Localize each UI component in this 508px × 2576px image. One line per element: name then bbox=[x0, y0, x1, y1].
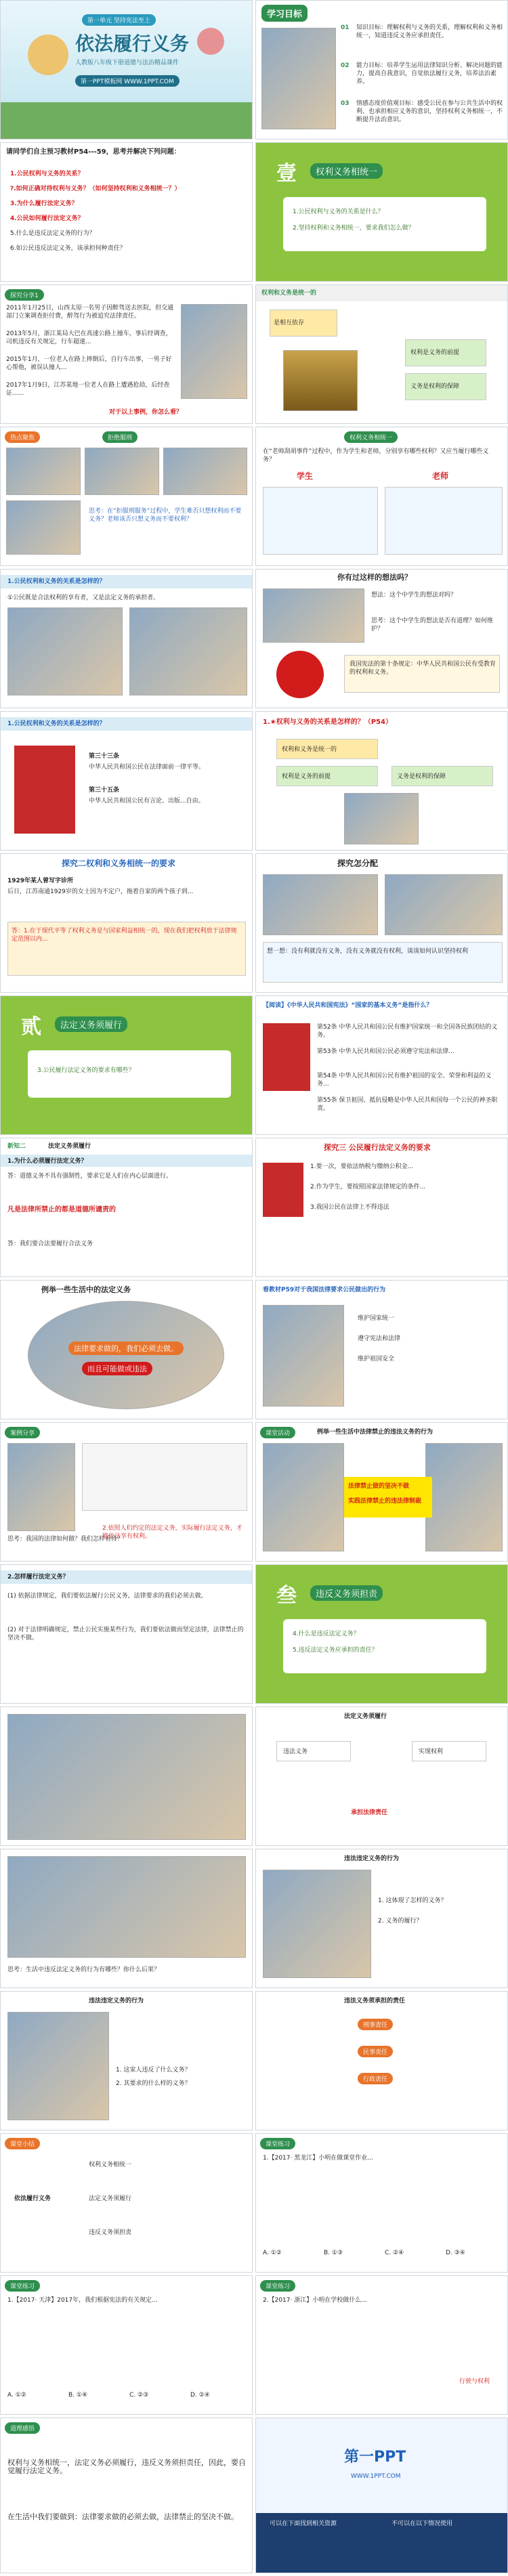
slide-heading: 法定义务须履行 bbox=[344, 1713, 387, 1720]
hotspot-tag: 热点聚焦 bbox=[5, 431, 40, 443]
slide-practice-3[interactable] bbox=[255, 2275, 508, 2415]
slide-examples[interactable] bbox=[0, 1280, 253, 1419]
slide-heading: 【阅读】《中华人民共和国宪法》“国家的基本义务”是指什么？ bbox=[263, 1002, 433, 1009]
slide-heading: 例举一些生活中法律禁止的违法义务的行为 bbox=[317, 1429, 433, 1436]
question: 2.【2017· 浙江】小明在学校做什么... bbox=[263, 2297, 367, 2304]
hotspot-title: 拒绝服刑 bbox=[102, 431, 137, 443]
list-item: 遵守宪法和法律 bbox=[358, 1335, 401, 1342]
slide-teacher-student[interactable] bbox=[255, 427, 508, 566]
question: 想法：这个中学生的想法对吗？ bbox=[371, 592, 457, 599]
slide-duty-flow[interactable] bbox=[255, 1706, 508, 1846]
slide-insight[interactable] bbox=[0, 2418, 253, 2573]
case-quote: 对于以上事例，你怎么看？ bbox=[109, 409, 183, 416]
slide-heading: 2.怎样履行法定义务？ bbox=[7, 1574, 69, 1581]
law-article: 第三十五条 bbox=[89, 787, 120, 794]
insight-tag: 道理感悟 bbox=[5, 2422, 40, 2434]
option[interactable]: A. ①② bbox=[263, 2250, 282, 2256]
question: 6.如公民违反法定义务，该承担何种责任？ bbox=[10, 245, 126, 252]
student-photo bbox=[263, 588, 364, 643]
slide-rights-scale[interactable] bbox=[255, 284, 508, 424]
insight-text: 在生活中我们要做到：法律要求做的必须去做，法律禁止的坚决不做。 bbox=[7, 2512, 238, 2521]
law-item: 第53条 中华人民共和国公民必须遵守宪法和法律... bbox=[317, 1048, 454, 1055]
banner-text: 法律禁止做的坚决不做 bbox=[348, 1483, 410, 1490]
illustration bbox=[7, 1856, 246, 1958]
question: 1. 这体现了怎样的义务？ bbox=[378, 1897, 447, 1904]
option[interactable]: D. ②④ bbox=[190, 2392, 210, 2399]
ad-logo: 第一PPT bbox=[344, 2449, 406, 2466]
section-title: 法定义务须履行 bbox=[55, 1016, 127, 1032]
goal-num: 01 bbox=[341, 24, 350, 31]
slide-cover[interactable] bbox=[0, 0, 253, 139]
kw-text: 权利和义务是统一的 bbox=[282, 746, 337, 753]
answer-text: 答：1.在于现代平等了权利义务是与国家利益相统一的，现在我们把权利放于法律规定范围以内... bbox=[12, 928, 237, 943]
slide-heading: 1.公民权利和义务的关系是怎样的？ bbox=[7, 578, 106, 585]
case-line: 2015年1月，一位老人在路上摔倒后，自行车出事，一男子好心帮他，被误认撞人... bbox=[6, 356, 172, 371]
slide-constitution[interactable] bbox=[0, 711, 253, 851]
option[interactable]: D. ③④ bbox=[446, 2250, 465, 2256]
section-q: 1.公民权利与义务的关系是什么？ bbox=[293, 209, 384, 215]
req-line: 2.作为学生，要按照国家法律规定的条件... bbox=[310, 1184, 426, 1190]
flow-label: 实现权利 bbox=[419, 1748, 444, 1755]
slide-practice-1[interactable] bbox=[255, 2133, 508, 2273]
role-card bbox=[263, 487, 378, 555]
balloon-icon bbox=[28, 35, 68, 75]
slide-heading: 1.公民权利和义务的关系是怎样的？ bbox=[7, 721, 106, 727]
illustration bbox=[7, 607, 123, 695]
law-item: 第55条 保卫祖国、抵抗侵略是中华人民共和国每一个公民的神圣职责。 bbox=[317, 1097, 498, 1112]
illustration bbox=[344, 793, 419, 844]
slide-heading: 探究二权利和义务相统一的要求 bbox=[62, 859, 176, 868]
illustration bbox=[263, 1305, 344, 1407]
question: 4.公民如何履行法定义务？ bbox=[10, 215, 84, 222]
liability-tag: 刑事责任 bbox=[358, 2019, 393, 2030]
question: ?.如何正确对待权利与义务？（如何坚持权利和义务相统一？） bbox=[10, 186, 181, 192]
slide-explore-3[interactable] bbox=[255, 1138, 508, 1277]
goals-photo bbox=[261, 28, 336, 129]
mindmap-branch: 法定义务须履行 bbox=[89, 2195, 132, 2202]
slide-question: 在“老师刮胡事件”过程中，作为学生和老师，分别享有哪些权利？又应当履行哪些义务？ bbox=[263, 448, 489, 463]
slide-heading: 权利和义务是统一的 bbox=[261, 290, 317, 297]
slide-hotspot[interactable] bbox=[0, 427, 253, 566]
hotspot-photo bbox=[6, 448, 81, 495]
question: 5.什么是违反法定义务的行为？ bbox=[10, 230, 96, 237]
illustration bbox=[425, 1443, 503, 1551]
slide-section-1[interactable] bbox=[255, 142, 508, 282]
mindmap-root: 依法履行义务 bbox=[14, 2195, 51, 2202]
kw-text: 是相互依存 bbox=[274, 320, 305, 326]
unit-badge: 第一单元 坚持宪法至上 bbox=[82, 14, 156, 26]
case-tag: 案例分享 bbox=[5, 1427, 40, 1438]
kw-text: 义务是权利的保障 bbox=[397, 773, 446, 780]
question: 2. 其要求的什么样的义务？ bbox=[116, 2080, 191, 2087]
answer: 答：道德义务不具有强制性，要求它是人们在内心层面进行。 bbox=[7, 1173, 173, 1180]
liability-tag: 行政责任 bbox=[358, 2073, 393, 2084]
question: 思考：我国的法律如何做？我们怎样看待？ bbox=[7, 1536, 124, 1543]
balloon-icon bbox=[197, 28, 224, 55]
collage-label: 法律要求做的，我们必须去做。 bbox=[68, 1341, 184, 1355]
slide-heading: 违法义务须承担的责任 bbox=[344, 1998, 406, 2004]
kw-text: 义务是权利的保障 bbox=[410, 383, 460, 390]
slide-textbook-view[interactable] bbox=[255, 1280, 508, 1419]
footer-text: 可以在下面找到相关资源 bbox=[270, 2520, 337, 2527]
slide-practice-2[interactable] bbox=[0, 2275, 253, 2415]
option[interactable]: B. ①③ bbox=[324, 2250, 343, 2256]
question: 3.为什么履行法定义务？ bbox=[10, 200, 78, 207]
question: 1.为什么必须履行法定义务？ bbox=[7, 1158, 87, 1165]
question: 思考：这个中学生的想法是否有道理？如何维护？ bbox=[371, 618, 494, 632]
question: 1.【2017· 天津】2017年，我们根据宪法的有关规定... bbox=[7, 2297, 158, 2304]
slide-heading: 1.★权利与义务的关系是怎样的？（P54） bbox=[263, 718, 392, 726]
slide-heading: 探究三 公民履行法定义务的要求 bbox=[324, 1143, 431, 1152]
question: 1.【2017· 黑龙江】小明在做课堂作业... bbox=[263, 2155, 373, 2162]
section-title: 权利义务相统一 bbox=[310, 163, 383, 179]
illustration bbox=[263, 874, 378, 935]
practice-tag: 课堂练习 bbox=[260, 2280, 295, 2292]
duty-collage bbox=[28, 1301, 224, 1409]
slide-heading: 例举一些生活中的法定义务 bbox=[41, 1285, 131, 1294]
case-line: 2013年5月，浙江某局大巴在高速公路上撞车，事后经调查，司机违反有关规定，行车超速... bbox=[6, 330, 172, 345]
section-q: 5.违反法定义务应承担的责任？ bbox=[293, 1647, 378, 1654]
list-item: 维护国家统一 bbox=[358, 1315, 395, 1322]
road-image bbox=[7, 1714, 246, 1840]
slide-heading: 你有过这样的想法吗？ bbox=[337, 573, 412, 582]
slide-heading: 探究怎分配 bbox=[337, 859, 379, 868]
section-title: 违反义务须担责 bbox=[310, 1585, 383, 1601]
slide-ad[interactable] bbox=[255, 2418, 508, 2573]
activity-tag: 课堂活动 bbox=[260, 1427, 295, 1438]
summary-tag: 课堂小结 bbox=[5, 2138, 40, 2149]
slide-relation-1[interactable] bbox=[0, 569, 253, 708]
slide-read-law[interactable] bbox=[255, 995, 508, 1135]
site-url: 第一PPT模板网 WWW.1PPT.COM bbox=[75, 75, 179, 87]
slide-summary[interactable] bbox=[0, 2133, 253, 2273]
hotspot-photo bbox=[85, 448, 159, 495]
slide-heading: 违法违定义务的行为 bbox=[89, 1998, 144, 2004]
hotspot-photo bbox=[163, 448, 247, 495]
illustration bbox=[7, 2012, 109, 2120]
practice-tag: 课堂练习 bbox=[260, 2138, 295, 2149]
law-item: 第52条 中华人民共和国公民有维护国家统一和全国各民族团结的义务。 bbox=[317, 1024, 498, 1039]
emblem-icon bbox=[276, 651, 324, 698]
kw-text: 权利是义务的前提 bbox=[410, 349, 460, 356]
law-text: 中华人民共和国公民有言论、出版...自由。 bbox=[89, 798, 205, 804]
slide-liability[interactable] bbox=[255, 1991, 508, 2130]
req-line: 3.我国公民在法律上不得违法 bbox=[310, 1204, 389, 1211]
law-text: 中华人民共和国公民在法律面前一律平等。 bbox=[89, 764, 205, 771]
role-card bbox=[385, 487, 503, 555]
case-line: 2017年1月9日，江苏某地一位老人在路上遭遇抢劫，后经查证...... bbox=[6, 382, 170, 397]
think-tag: 思考：生活中违反法定义务的行为有哪些？你什么后果？ bbox=[7, 1967, 161, 1973]
slide-explore-share[interactable] bbox=[255, 853, 508, 993]
slide-heading: 法定义务须履行 bbox=[48, 1143, 91, 1150]
illustration bbox=[129, 607, 247, 695]
ad-url[interactable]: WWW.1PPT.COM bbox=[351, 2473, 401, 2480]
flow-result: 承担法律责任 bbox=[351, 1809, 388, 1816]
answer: 答：我们要合法要履行合法义务 bbox=[7, 1241, 93, 1247]
sub-tag: 新知二 bbox=[7, 1143, 26, 1150]
goal-text: 知识目标：理解权利与义务的关系，理解权利和义务相统一，知道违反义务应承担责任。 bbox=[356, 24, 503, 39]
list-item: 维护祖国安全 bbox=[358, 1356, 395, 1362]
insight-text: 权利与义务相统一，法定义务必须履行，违反义务须担责任，因此，要自觉履行法定义务。 bbox=[7, 2458, 246, 2475]
slide-case[interactable] bbox=[0, 1422, 253, 1562]
preview-heading: 请同学们自主预习教材P54---59，思考并解决下列问题： bbox=[6, 148, 181, 156]
goal-text: 能力目标：培养学生运用法律知识分析、解决问题的能力，提高自我意识，自觉依法履行义务，培养法治素养。 bbox=[356, 62, 503, 85]
section-q: 2.坚持权利和义务相统一，要求我们怎么做？ bbox=[293, 225, 415, 232]
explore-tag: 探究分享1 bbox=[5, 289, 44, 301]
role-label: 学生 bbox=[297, 471, 314, 481]
banner-text: 实践法律禁止的违法律制裁 bbox=[348, 1498, 422, 1505]
role-label: 老师 bbox=[432, 471, 449, 481]
goals-title: 学习目标 bbox=[261, 5, 308, 22]
answer: 2.依照人们约定的法定义务，实际履行法定义务，才能依法享有权利。 bbox=[102, 1525, 242, 1540]
cartoon bbox=[7, 1443, 75, 1531]
collage-label: 而且可能做或违法 bbox=[82, 1362, 152, 1375]
slide-title: 权利义务相统一 bbox=[344, 431, 398, 443]
slide-explore-2[interactable] bbox=[0, 853, 253, 993]
slide-explore-1[interactable] bbox=[0, 284, 253, 424]
slide-activity[interactable] bbox=[255, 1422, 508, 1562]
answer: (1) 依据法律规定，我们要依法履行公民义务，法律要求的我们必须去做。 bbox=[7, 1593, 207, 1600]
highlight: 凡是法律所禁止的都是道德所谴责的 bbox=[7, 1206, 116, 1214]
slide-answer: ①公民既是合法权利的享有者，又是法定义务的承担者。 bbox=[7, 595, 160, 601]
slide-heading: 看教材P59对于我国法律要求公民做出的行为 bbox=[263, 1287, 386, 1293]
footer-text: 不可以在以下情况使用 bbox=[391, 2520, 453, 2527]
case-box bbox=[82, 1443, 247, 1511]
cover-subtitle: 人教版八年级下册道德与法治精品课件 bbox=[75, 60, 179, 66]
question: 2. 义务的履行？ bbox=[378, 1918, 423, 1925]
slide-goals[interactable] bbox=[255, 0, 508, 139]
law-item: 第54条 中华人民共和国公民有维护祖国的安全、荣誉和利益的义务... bbox=[317, 1073, 492, 1088]
question: 1.公民权利与义务的关系？ bbox=[10, 171, 84, 177]
slide-thinking[interactable] bbox=[255, 569, 508, 708]
section-number: 贰 bbox=[21, 1015, 41, 1039]
illustration bbox=[263, 1870, 371, 1978]
slide-relation-2[interactable] bbox=[255, 711, 508, 851]
req-line: 1.要一次，要依法纳税与缴纳公积金... bbox=[310, 1163, 414, 1170]
question: 1. 这家人违反了什么义务？ bbox=[116, 2067, 191, 2074]
hotspot-photo bbox=[6, 500, 81, 555]
option[interactable]: B. ①④ bbox=[68, 2392, 88, 2399]
mindmap-branch: 违反义务须担责 bbox=[89, 2229, 132, 2236]
practice-tag: 课堂练习 bbox=[5, 2280, 40, 2292]
section-number: 壹 bbox=[276, 162, 297, 186]
scale-image bbox=[283, 350, 358, 411]
goal-num: 03 bbox=[341, 100, 350, 107]
slide-section-2[interactable] bbox=[0, 995, 253, 1135]
slide-road-example[interactable] bbox=[0, 1706, 253, 1846]
illustration bbox=[385, 874, 503, 935]
slide-duty-1[interactable] bbox=[0, 1138, 253, 1277]
slide-violation-1[interactable] bbox=[255, 1849, 508, 1988]
answer: (2) 对于法律明确规定，禁止公民实施某些行为，我们要依法做而坚定法律，法律禁止的坚决不做。 bbox=[7, 1627, 244, 1641]
section-q: 4.什么是违反法定义务？ bbox=[293, 1631, 360, 1637]
constitution-book bbox=[14, 746, 75, 834]
goal-num: 02 bbox=[341, 62, 350, 69]
case-line: 2011年1月25日，山西太原一名男子因醉驾送去医院，但交通部门立案调查拒付费，醉驾行为被追究法律责任。 bbox=[6, 305, 174, 320]
law-book bbox=[263, 1163, 303, 1217]
slide-heading: 违法违定义务的行为 bbox=[344, 1855, 400, 1862]
slide-how-to[interactable] bbox=[0, 1564, 253, 1704]
liability-tag: 民事责任 bbox=[358, 2046, 393, 2057]
slide-think-life[interactable] bbox=[0, 1849, 253, 1988]
grass-strip bbox=[1, 102, 253, 139]
case-photo bbox=[181, 304, 247, 399]
case-line: 后日，江苏南通1929岁的女士因为不定户，拖着自家的两个孩子到... bbox=[7, 888, 194, 895]
option[interactable]: C. ②④ bbox=[385, 2250, 404, 2256]
caption: 我国宪法的第十条规定：中华人民共和国公民有受教育的权利和义务。 bbox=[350, 661, 496, 676]
section-number: 叁 bbox=[276, 1584, 297, 1608]
case-line: 1929年某人曾写字诊所 bbox=[7, 878, 74, 884]
flow-label: 违法义务 bbox=[283, 1748, 308, 1755]
option[interactable]: C. ②③ bbox=[129, 2392, 149, 2399]
note-text: 想一想：没有利就没有义务，没有义务就没有权利，谈谈如何认识坚持权利 bbox=[267, 948, 469, 955]
kw-text: 权利是义务的前提 bbox=[282, 773, 331, 780]
cover-title: 依法履行义务 bbox=[75, 33, 190, 55]
side-note: 行驶与权利 bbox=[459, 2378, 490, 2385]
slide-violation-2[interactable] bbox=[0, 1991, 253, 2130]
hotspot-note: 思考：在“拒服刑服务”过程中，学生难否只想权利而不要义务？老师该否只想义务而不要权利？ bbox=[89, 508, 242, 523]
slide-preview[interactable] bbox=[0, 142, 253, 282]
law-article: 第三十三条 bbox=[89, 753, 120, 760]
illustration bbox=[263, 1443, 344, 1551]
mindmap-branch: 权利义务相统一 bbox=[89, 2162, 132, 2168]
constitution-book bbox=[263, 1023, 310, 1091]
option[interactable]: A. ①② bbox=[7, 2392, 26, 2399]
slide-section-3[interactable] bbox=[255, 1564, 508, 1704]
goal-text: 情感态度价值观目标：感受公民在参与公共生活中的权利、也承担相应义务的意识，坚持权利义务相统一，不断提升法治意识。 bbox=[356, 100, 503, 123]
section-q: 3.公民履行法定义务的要求有哪些？ bbox=[37, 1067, 135, 1074]
